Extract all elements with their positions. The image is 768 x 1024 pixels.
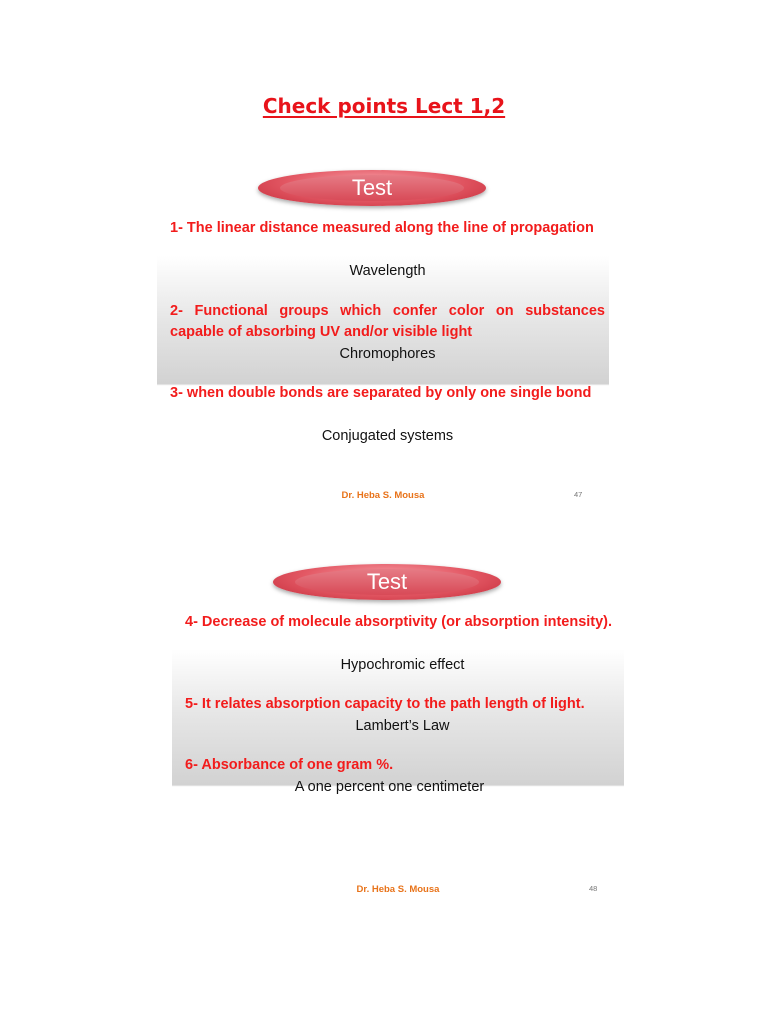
question-5: 5- It relates absorption capacity to the path length of light. <box>185 696 585 712</box>
question-4: 4- Decrease of molecule absorptivity (or absorption intensity). <box>185 614 613 630</box>
slide-author: Dr. Heba S. Mousa <box>356 884 440 895</box>
slide-47 <box>157 156 609 512</box>
answer-2: Chromophores <box>339 346 436 362</box>
page-title: Check points Lect 1,2 <box>262 94 506 118</box>
answer-6: A one percent one centimeter <box>294 779 485 795</box>
answer-3: Conjugated systems <box>321 428 454 444</box>
test-badge <box>258 170 486 206</box>
slide-page-number: 47 <box>574 490 583 499</box>
slide-48 <box>172 550 624 906</box>
question-1: 1- The linear distance measured along the line of propagation <box>170 220 594 236</box>
test-badge-label: Test <box>295 569 479 595</box>
slide-page-number: 48 <box>589 884 598 893</box>
answer-4: Hypochromic effect <box>340 657 465 673</box>
question-3: 3- when double bonds are separated by only one single bond <box>170 385 592 401</box>
slide-author: Dr. Heba S. Mousa <box>341 490 425 501</box>
answer-1: Wavelength <box>349 263 426 279</box>
question-2: 2- Functional groups which confer color on substances capable of absorbing UV and/or visible light <box>170 303 605 340</box>
answer-5: Lambert’s Law <box>355 718 450 734</box>
test-badge <box>273 564 501 600</box>
question-6: 6- Absorbance of one gram %. <box>185 757 394 773</box>
test-badge-label: Test <box>280 175 464 201</box>
